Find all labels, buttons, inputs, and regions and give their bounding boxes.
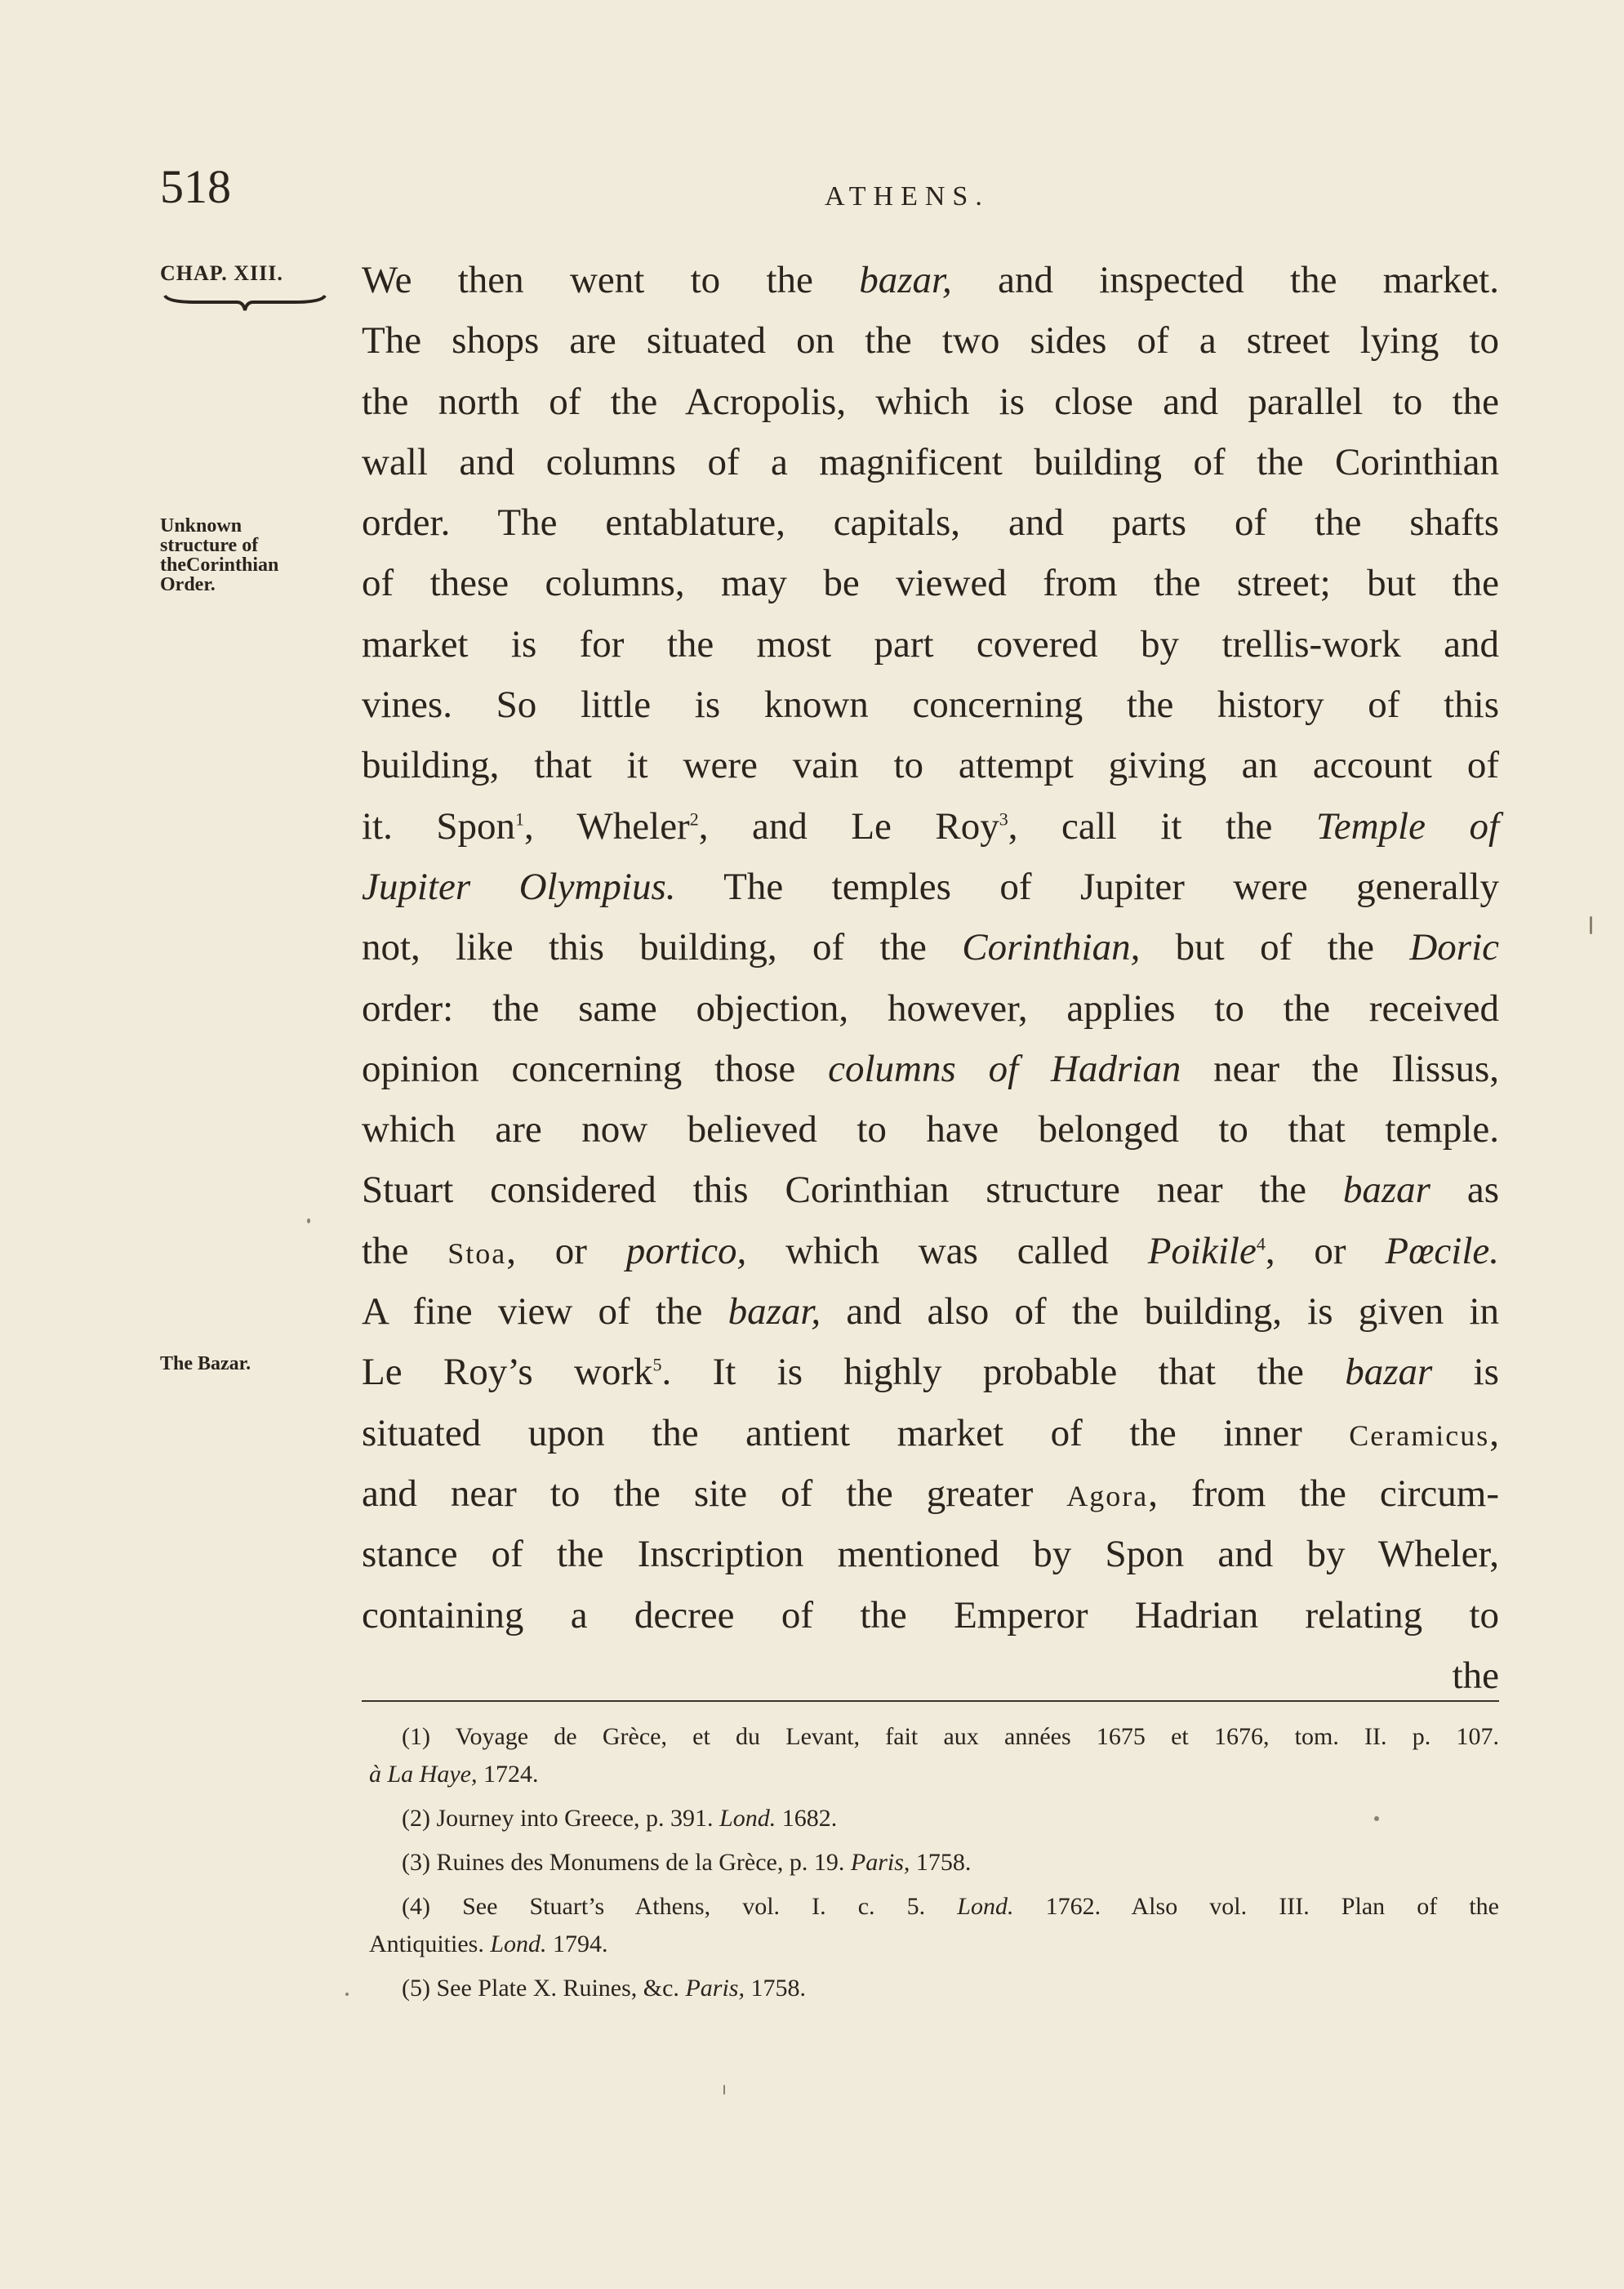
text-line [362, 796, 1499, 857]
paper-speck [345, 1993, 349, 1996]
chapter-brace-ornament [163, 292, 327, 314]
footnote-item [369, 1800, 1499, 1837]
text-run: the [362, 1229, 448, 1272]
text-run: (2) Journey into Greece, p. 391. [402, 1805, 720, 1832]
text-line [362, 310, 1499, 371]
sidenote-line: theCorinthian [160, 554, 279, 576]
main-text [362, 250, 1499, 1706]
text-line [362, 917, 1499, 978]
paper-speck [1374, 1816, 1379, 1821]
italic-text: Lond. [490, 1931, 547, 1957]
small-caps-text: Ceramicus [1349, 1418, 1490, 1452]
footnote-line [369, 1718, 1499, 1756]
text-run: (1) Voyage de Grèce, et du Levant, fait aux années 1675 et 1676, tom. II. p. 107. [402, 1723, 1499, 1750]
italic-text: Doric [1409, 926, 1499, 969]
italic-text: portico, [625, 1229, 747, 1272]
text-run: market is for the most part covered by trellis-work and [362, 622, 1499, 666]
text-run: 1724. [477, 1761, 539, 1788]
text-run: and near to the site of the greater [362, 1472, 1067, 1515]
text-run: 1794. [546, 1931, 608, 1957]
text-line [362, 1221, 1499, 1281]
text-run: Le Roy’s work [362, 1351, 653, 1394]
footnote-ref: 5 [652, 1354, 662, 1375]
text-line [362, 1281, 1499, 1342]
text-run: containing a decree of the Emperor Hadrian relating to [362, 1593, 1499, 1637]
text-line [362, 372, 1499, 432]
text-run: order: the same objection, however, applies to the received [362, 986, 1499, 1030]
text-run: is [1432, 1351, 1499, 1394]
italic-text: columns of Hadrian [828, 1047, 1181, 1090]
text-line [362, 735, 1499, 795]
text-run: (3) Ruines des Monumens de la Grèce, p. 19. [402, 1849, 851, 1876]
footnote-line [369, 1888, 1499, 1926]
footnote-ref: 1 [515, 808, 525, 830]
text-run: (4) See Stuart’s Athens, vol. I. c. 5. [402, 1893, 958, 1920]
text-line [362, 675, 1499, 735]
text-line [362, 1585, 1499, 1645]
paper-speck [1590, 916, 1592, 934]
text-run: , or [506, 1229, 626, 1272]
footnotes [369, 1718, 1499, 2007]
sidenote-line: Order. [160, 574, 216, 595]
text-run: as [1430, 1169, 1500, 1212]
text-line [362, 978, 1499, 1039]
text-run: , Wheler [524, 804, 690, 848]
text-run: vines. So little is known concerning the history of this [362, 684, 1499, 727]
text-run: of these columns, may be viewed from the street; but the [362, 562, 1499, 605]
text-run: wall and columns of a magnificent building of the Corinthian [362, 440, 1499, 483]
sidenote-the-bazar [160, 1354, 251, 1374]
text-run: stance of the Inscription mentioned by Spon and by Wheler, [362, 1533, 1499, 1576]
italic-text: Jupiter Olympius. [362, 865, 676, 908]
text-line [362, 1099, 1499, 1160]
italic-text: Paris, [850, 1849, 910, 1876]
italic-text: Paris, [685, 1975, 745, 2002]
footnote-item [369, 1888, 1499, 1963]
footnote-ref: 2 [689, 808, 699, 830]
text-run: not, like this building, of the [362, 926, 963, 969]
text-run: We then went to the [362, 259, 860, 301]
text-run: , and Le Roy [698, 804, 999, 848]
sidenote-line: The Bazar. [160, 1353, 251, 1374]
chapter-label: CHAP. XIII. [160, 261, 283, 285]
text-run: the north of the Acropolis, which is close and parallel to the [362, 380, 1499, 423]
small-caps-text: Agora [1066, 1479, 1149, 1512]
text-run: Stuart considered this Corinthian structure near the [362, 1169, 1343, 1212]
text-run: , or [1265, 1229, 1386, 1272]
italic-text: Lond. [719, 1805, 776, 1832]
text-line [362, 857, 1499, 917]
italic-text: Lond. [957, 1893, 1014, 1920]
text-run: 1758. [744, 1975, 806, 2002]
footnote-line [369, 1970, 1499, 2007]
text-run: opinion concerning those [362, 1047, 829, 1090]
text-run: but of the [1140, 926, 1410, 969]
italic-text: à La Haye, [369, 1761, 478, 1788]
text-run: and also of the building, is given in [821, 1290, 1500, 1334]
text-run: the [1452, 1654, 1499, 1697]
italic-text: Corinthian, [962, 926, 1141, 969]
footnote-item [369, 1844, 1499, 1882]
sidenote-line: Unknown [160, 515, 242, 537]
text-line [362, 614, 1499, 675]
text-run: order. The entablature, capitals, and parts of the shafts [362, 501, 1499, 545]
italic-text: bazar, [859, 259, 952, 301]
italic-text: Poikile [1147, 1229, 1257, 1272]
paper-speck [723, 2085, 725, 2095]
text-line [362, 553, 1499, 613]
footnote-item [369, 1718, 1499, 1793]
text-line [362, 1463, 1499, 1524]
text-run: 1762. Also vol. III. Plan of the [1013, 1893, 1499, 1920]
footnote-item [369, 1970, 1499, 2007]
italic-text: bazar [1342, 1169, 1430, 1212]
text-line [362, 1160, 1499, 1220]
text-run: The shops are situated on the two sides of a street lying to [362, 319, 1499, 363]
italic-text: bazar [1345, 1351, 1433, 1394]
italic-text: Pœcile. [1385, 1229, 1500, 1272]
text-line [362, 1403, 1499, 1463]
sidenote-corinthian-order [160, 516, 278, 595]
text-run: which are now believed to have belonged to that temple. [362, 1108, 1499, 1151]
text-line [362, 1039, 1499, 1099]
text-run: Antiquities. [369, 1931, 491, 1957]
text-run: situated upon the antient market of the inner [362, 1411, 1350, 1454]
footnote-line [369, 1844, 1499, 1882]
text-run: (5) See Plate X. Ruines, &c. [402, 1975, 686, 2002]
text-run: , call it the [1008, 804, 1316, 848]
text-run: building, that it were vain to attempt giving an account of [362, 744, 1499, 787]
italic-text: Temple of [1315, 804, 1500, 848]
page-number: 518 [160, 160, 231, 213]
text-run: near the Ilissus, [1181, 1047, 1500, 1090]
text-line [362, 1342, 1499, 1402]
text-run: , [1489, 1411, 1499, 1454]
text-run: 1758. [910, 1849, 972, 1876]
text-run: The temples of Jupiter were generally [675, 865, 1499, 908]
footnote-line [369, 1926, 1499, 1963]
text-run: . It is highly probable that the [661, 1351, 1346, 1394]
footnote-rule [362, 1700, 1499, 1702]
text-line [362, 432, 1499, 492]
footnote-ref: 3 [999, 808, 1008, 830]
sidenote-line: structure of [160, 535, 259, 556]
footnote-line [369, 1800, 1499, 1837]
footnote-line [369, 1756, 1499, 1793]
text-line [362, 1524, 1499, 1584]
text-run: , from the circum- [1148, 1472, 1500, 1515]
text-run: 1682. [776, 1805, 838, 1832]
small-caps-text: Stoa [447, 1236, 507, 1270]
text-run: and inspected the market. [951, 259, 1499, 301]
paper-speck [307, 1218, 310, 1223]
italic-text: bazar, [727, 1290, 821, 1334]
text-line [362, 1645, 1499, 1706]
text-line [362, 250, 1499, 310]
running-title: ATHENS. [825, 181, 990, 212]
text-run: which was called [746, 1229, 1148, 1272]
footnote-ref: 4 [1256, 1233, 1266, 1254]
text-line [362, 492, 1499, 553]
text-run: it. Spon [362, 804, 516, 848]
text-run: A fine view of the [362, 1290, 728, 1334]
